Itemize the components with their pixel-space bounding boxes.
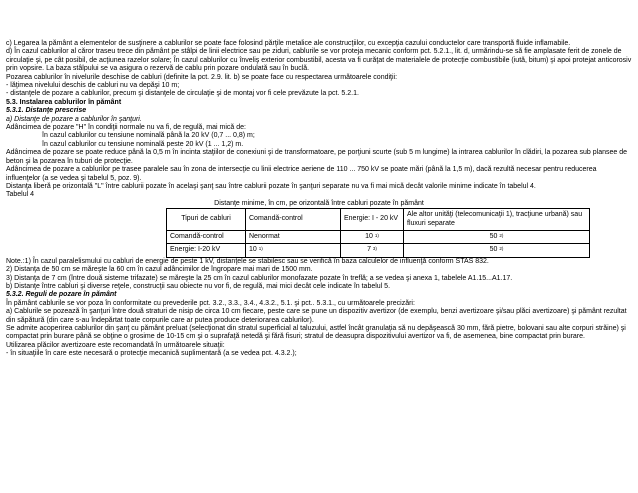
- note: Note.:1) În cazul paralelismului cu cabluri de energie de peste 1 kV, distanţele se stabilesc sau se verifică în baza calculelor de influenţă conform STAS 832.: [6, 257, 489, 265]
- distance-table: [166, 208, 590, 258]
- paragraph: c) Legarea la pământ a elementelor de susţinere a cablurilor se poate face folosind părţile metalice ale construcţiilor, cu excepţia cazului conductelor care transportă fluide inflamabile.: [6, 40, 571, 47]
- footnote-marker: 1): [374, 232, 379, 238]
- paragraph: Utilizarea plăcilor avertizoare este recomandată în următoarele situaţii:: [6, 341, 225, 349]
- cell-value: 50: [489, 232, 498, 240]
- paragraph: Pozarea cablurilor în nivelurile deschise de cabluri (definite la pct. 2.9. lit. b) se poate face cu respectarea următoarele condiţii:: [6, 73, 398, 81]
- subsection-heading: 5.3.1. Distanţe prescrise: [6, 107, 87, 115]
- table-cell: [341, 230, 404, 243]
- paragraph: Se admite acoperirea cablurilor din şanţ cu pământ preluat (selecţionat din stratul superficial al taluzului, astfel încât granulaţia să nu depăşească 30 mm, fără pietre, bolovani sau alte corpuri străine) şi compactat prin burare până se obţine o grosime de 10-15 cm şi o suprafaţă netedă şi fără fisuri; stratul de deasupra dispozitivului avertizor va fi, de asemenea, bine compactat prin burare.: [6, 325, 626, 341]
- table-header-row: [167, 209, 590, 231]
- table-cell: [404, 230, 590, 243]
- table-label: Tabelul 4: [6, 191, 35, 199]
- cell-value: 10: [249, 246, 257, 254]
- table-header-cell: Comandă-control: [246, 209, 341, 231]
- table-cell: Energie: I-20 kV: [167, 244, 246, 257]
- table-row: [167, 244, 590, 257]
- table-cell: [246, 244, 341, 257]
- table-row: [167, 230, 590, 243]
- indented-item: în cazul cablurilor cu tensiune nominală peste 20 kV (1 ... 1,2) m.: [42, 140, 244, 148]
- table-cell: Nenormat: [246, 230, 341, 243]
- footnote-marker: 1): [258, 246, 263, 252]
- list-item: - în situaţiile în care este necesară o protecţie mecanică suplimentară (a se vedea pct. 4.3.2.);: [6, 350, 297, 358]
- table-cell: [341, 244, 404, 257]
- table-cell: [404, 244, 590, 257]
- cell-value: 7: [367, 246, 371, 254]
- section-heading: 5.3. Instalarea cablurilor în pământ: [6, 98, 122, 106]
- list-item: - distanţele de pozare a cablurilor, precum şi distanţele de circulaţie şi de montaj vor fi cele prevăzute la pct. 5.2.1.: [6, 90, 359, 98]
- list-item: - lăţimea nivelului deschis de cabluri nu va depăşi 10 m;: [6, 82, 180, 90]
- footnote-marker: 2): [499, 232, 504, 238]
- paragraph: În pământ cablurile se vor poza în conformitate cu prevederile pct. 3.2., 3.3., 3.4., 4.3.2., 5.1. şi pct.. 5.3.1., cu următoarele precizări:: [6, 299, 415, 307]
- table-header-cell: Tipuri de cabluri: [167, 209, 246, 231]
- footnote-marker: 2): [499, 246, 504, 252]
- table-cell: Comandă-control: [167, 230, 246, 243]
- paragraph: Distanţa liberă pe orizontală "L" între cablurii pozate în acelaşi şanţ sau între cablurii pozate în şanţuri separate nu va fi mai mică decât valorile minime indicate în tabelul 4.: [6, 182, 536, 190]
- paragraph: d) În cazul cablurilor al căror traseu trece din pământ pe stâlpi de linii electrice sau pe ziduri, cablurile se vor proteja mecanic conform pct. 5.2.1., lit. d, urmărindu-se să fie amplasate ferit de zonele de circulaţie şi, pe cât posibil, de acţiunea razelor solare; În cazul cablurilor cu înveliş exterior combustibil, acesta va fi curăţat de materialele de protecţie combustibile (iută, bitum) şi apoi protejat anticorosiv prin vopsire. La baza stâlpului se va asigura o rezervă de cablu prin pozare ondulată sau în buclă.: [6, 48, 632, 73]
- paragraph: Adâncimea de pozare "H" în condiţii normale nu va fi, de regulă, mai mică de:: [6, 124, 246, 132]
- paragraph: Adâncimea de pozare a cablurilor pe trasee paralele sau în zona de intersecţie cu linii electrice aeriene de 110 ... 750 kV se poate mări (până la 1,5 m), dacă rezultă necesar pentru reducerea influenţelor (a se vedea şi tabelul 5, poz. 9).: [6, 166, 597, 182]
- document-page: [6, 40, 632, 359]
- table-header-cell: Ale altor unităţi (telecomunicaţii 1), tracţiune urbană) sau fluxuri separate: [404, 209, 590, 231]
- paragraph: b) Distanţe între cabluri şi diverse reţele, construcţii sau obiecte nu vor fi, de regulă, mai mici decât cele indicate în tabelul 5.: [6, 282, 391, 290]
- note: 2) Distanţa de 50 cm se măreşte la 60 cm în cazul adâncimilor de îngropare mai mari de 1500 mm.: [6, 266, 313, 274]
- subsection-heading: 5.3.2. Reguli de pozare în pământ: [6, 291, 117, 299]
- note: 3) Distanţa de 7 cm (între două sisteme trifazate) se măreşte la 25 cm în cazul cablurilor monofazate pozate în treflă; a se vedea şi anexa 1, tabelele A1.15...A1.17.: [6, 274, 513, 282]
- cell-value: 50: [489, 246, 498, 254]
- paragraph: Adâncimea de pozare se poate reduce până la 0,5 m în incinta staţiilor de conexiuni şi de transformatoare, pe porţiuni scurte (sub 5 m lungime) la intrarea cablurilor în clădiri, la pozarea sub plansee de beton şi la pozarea în tuburi de protecţie.: [6, 149, 628, 165]
- table-caption: Distanţe minime, în cm, pe orizontală între cabluri pozate în pământ: [214, 199, 424, 207]
- paragraph: a) Cablurile se pozează în şanţuri între două straturi de nisip de circa 10 cm fiecare, peste care se pune un dispozitiv avertizor (de exemplu, benzi avertizoare şi/sau plăci avertizoare) şi pământ rezultat din săpătură (din care s-au îndepărtat toate corpurile care ar putea produce deteriorarea cablurilor).: [6, 308, 627, 324]
- indented-item: în cazul cablurilor cu tensiune nominală până la 20 kV (0,7 ... 0,8) m;: [42, 132, 255, 140]
- cell-value: 10: [365, 232, 373, 240]
- subsection-item: a) Distanţe de pozare a cablurilor în şanţuri.: [6, 115, 142, 123]
- table-header-cell: Energie: I - 20 kV: [341, 209, 404, 231]
- footnote-marker: 3): [372, 246, 377, 252]
